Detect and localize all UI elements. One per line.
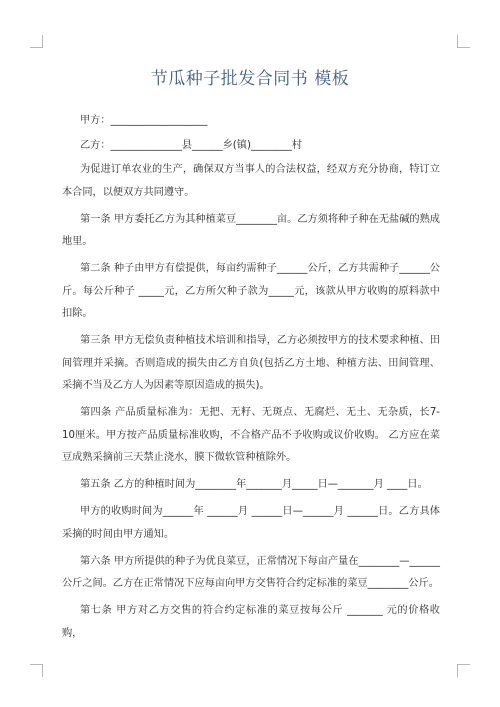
crop-mark-bottom-right <box>457 664 470 677</box>
crop-mark-top-left <box>30 35 43 48</box>
document-title: 节瓜种子批发合同书 模板 <box>150 69 350 89</box>
crop-mark-bottom-left <box>30 664 43 677</box>
party-b-line: 乙方：______________县______乡(镇)________村 <box>80 139 302 151</box>
paragraph-article-1: 第一条 甲方委托乙方为其种植菜豆________亩。乙方须将种子种在无盐碱的熟成地里。 <box>62 213 440 247</box>
crop-mark-top-right <box>457 35 470 48</box>
paragraph-article-3: 第三条 甲方无偿负责种植技术培训和指导，乙方必须按甲方的技术要求种植、田间管理并采摘。否则造成的损失由乙方自负(包括乙方土地、种植方法、田间管理、采摘不当及乙方人为因素等原因造成的损失)。 <box>62 335 440 391</box>
paragraph-article-2: 第二条 种子由甲方有偿提供，每亩约需种子______公斤，乙方共需种子______公斤。每公斤种子 _____元，乙方所欠种子款为_____元，该款从甲方收购的原料款中扣除。 <box>62 263 440 319</box>
paragraph-preamble: 为促进订单农业的生产，确保双方当事人的合法权益，经双方充分协商，特订立本合同，以便双方共同遵守。 <box>62 164 440 198</box>
party-a-line: 甲方：___________________ <box>80 115 208 126</box>
paragraph-article-7: 第七条 甲方对乙方交售的符合约定标准的菜豆按每公斤 _______ 元的价格收购， <box>62 605 440 639</box>
paragraph-article-5-acquisition: 甲方的收购时间为______年 ______月 ______日—______月 ______日。乙方具体采摘的时间由甲方通知。 <box>62 506 440 540</box>
paragraph-article-5: 第五条 乙方的种植时间为________年_______月_____日—_______月 ____日。 <box>80 479 428 490</box>
paragraph-article-6: 第六条 甲方所提供的种子为优良菜豆，正常情况下每亩产量在________—______公斤之间。乙方在正常情况下应每亩向甲方交售符合约定标准的菜豆________公斤。 <box>62 555 440 589</box>
document-body <box>62 110 440 650</box>
paragraph-article-4: 第四条 产品质量标准为：无把、无籽、无斑点、无腐烂、无土、无杂质，长7-10厘米。甲方按产品质量标准收购，不合格产品不予收购或议价收购。 乙方应在菜豆成熟采摘前三天禁止浇水，膜下微软管种植除外。 <box>62 407 440 463</box>
